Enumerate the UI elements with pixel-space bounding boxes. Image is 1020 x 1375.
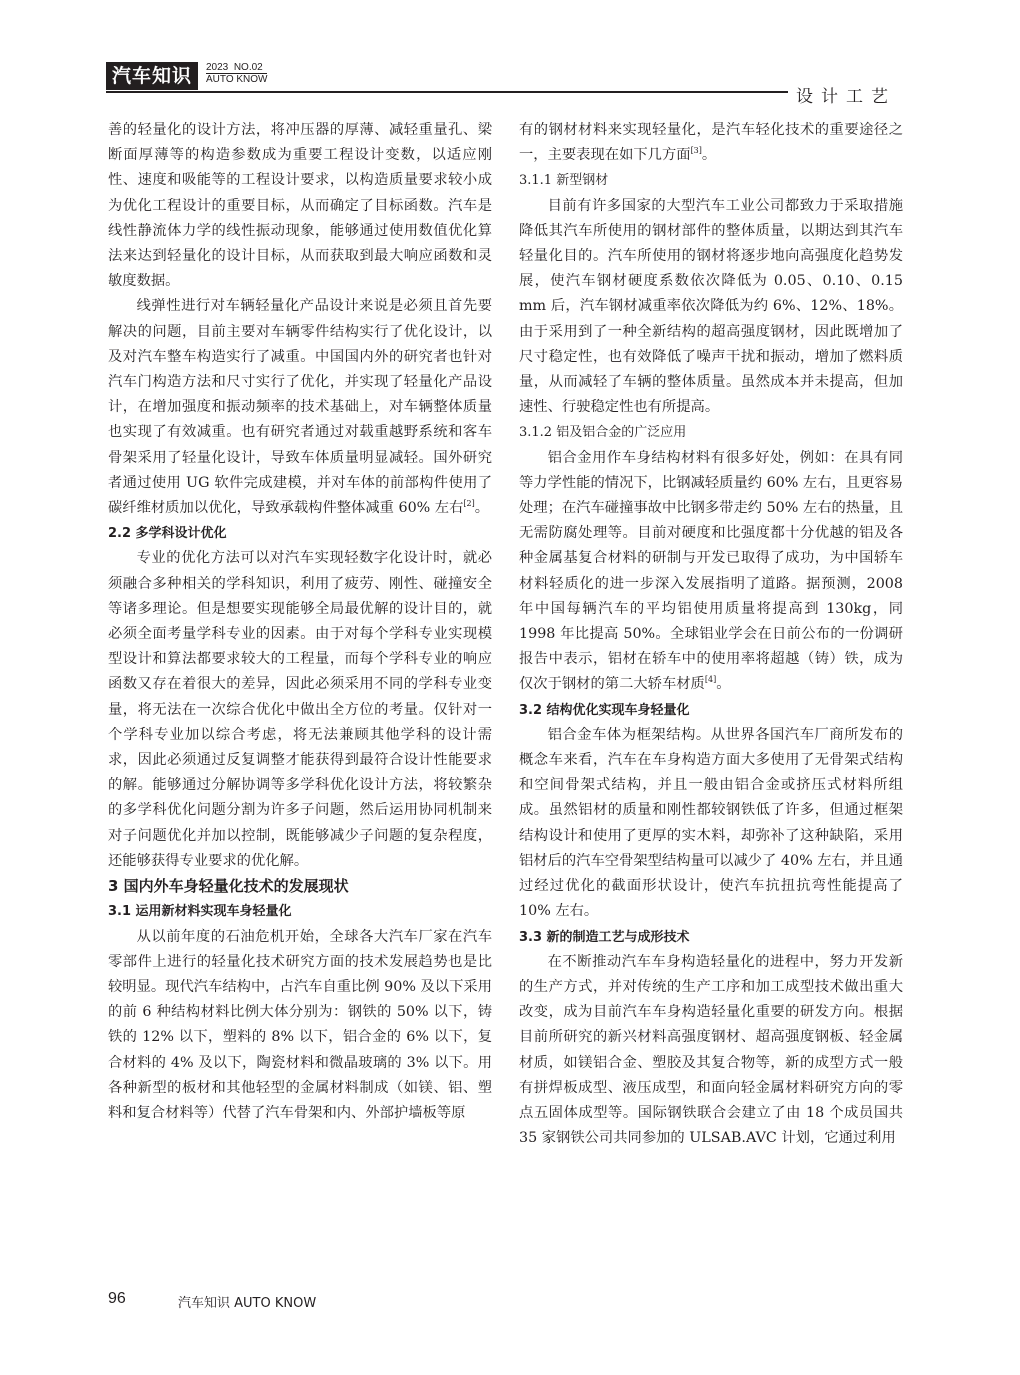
paragraph: 专业的优化方法可以对汽车实现轻数字化设计时，就必须融合多种相关的学科知识，利用了疲劳、刚性、碰撞安全等诸多理论。但是想要实现能够全局最优解的设计目的，就必须全面考量学科专业的因素。由于对每个学科专业实现模型设计和算法都要求较大的工程量，而每个学科专业的响应函数又存在着很大的差异，因此必须采用不同的学科专业变量，将无法在一次综合优化中做出全方位的考量。仅针对一个学科专业加以综合考虑，将无法兼顾其他学科的设计需求，因此必须通过反复调整才能获得到最符合设计性能要求的解。能够通过分解协调等多学科优化设计方法，将较繁杂的多学科优化问题分割为许多子问题，然后运用协同机制来对子问题优化并加以控制，既能够减少子问题的复杂程度，还能够获得专业要求的优化解。 [108,550,492,869]
paragraph-text: 有的钢材材料来实现轻量化，是汽车轻化技术的重要途径之一，主要表现在如下几方面 [519,122,903,164]
paragraph: 目前有许多国家的大型汽车工业公司都致力于采取措施降低其汽车所使用的钢材部件的整体质量，以期达到其汽车轻量化目的。汽车所使用的钢材将逐步地向高强度化趋势发展，使汽车钢材硬度系数依次降低为 0.05、0.10、0.15 mm 后，汽车钢材减重率依次降低为约 6%、12%、18%。由于采用到了一种全新结构的超高强度钢材，因此既增加了尺寸稳定性，也有效降低了噪声干扰和振动，增加了燃料质量，从而减轻了车辆的整体质量。虽然成本并未提高，但加速性、行驶稳定性也有所提高。 [519,197,903,416]
citation: [2] [463,499,475,509]
paragraph-text: 线弹性进行对车辆轻量化产品设计来说是必须且首先要解决的问题，目前主要对车辆零件结构实行了优化设计，以及对汽车整车构造实行了减重。中国国内外的研究者也针对汽车门构造方法和尺寸实行了优化，并实现了轻量化产品设计，在增加强度和振动频率的技术基础上，对车辆整体质量也实现了有效减重。也有研究者通过对载重越野系统和客车骨架采用了轻量化设计，导致车体质量明显减轻。国外研究者通过使用 UG 软件完成建模，并对车体的前部构件使用了碳纤维材质加以优化，导致承载构件整体减重 60% 左右 [108,298,492,517]
section-heading-3-1-2: 3.1.2 铝及铝合金的广泛应用 [519,425,687,441]
paragraph-text: 铝合金用作车身结构材料有很多好处，例如：在具有同等力学性能的情况下，比钢减轻质量约 60% 左右，且更容易处理；在汽车碰撞事故中比钢多带走约 50% 左右的热量，且无需防腐处理等。目前对硬度和比强度都十分优越的铝及各种金属基复合材料的研制与开发已取得了成功，为中国轿车材料轻质化的进一步深入发展指明了道路。据预测，2008 年中国每辆汽车的平均铝使用质量将提高到 130kg，同 1998 年比提高 50%。全球铝业学会在日前公布的一份调研报告中表示，铝材在轿车中的使用率将超越（铸）铁，成为仅次于钢材的第二大轿车材质 [519,449,903,693]
section-heading-3-1-1: 3.1.1 新型钢材 [519,173,609,189]
page-number: 96 [108,1290,126,1307]
paragraph [519,118,903,168]
citation: [3] [690,146,702,156]
right-column [519,118,903,1151]
header-rule [106,91,788,93]
citation: [4] [704,675,717,685]
paragraph: 在不断推动汽车车身构造轻量化的进程中，努力开发新的生产方式，并对传统的生产工序和加工成型技术做出重大改变，成为目前汽车车身构造轻量化重要的研发方向。根据目前所研究的新兴材料高强度钢材、超高强度钢板、轻金属材质，如镁铝合金、塑胶及其复合物等，新的成型方式一般有拼焊板成型、液压成型，和面向轻金属材料研究方向的零点五固体成型等。国际钢铁联合会建立了由 18 个成员国共 35 家钢铁公司共同参加的 ULSAB.AVC 计划，它通过利用 [519,953,903,1147]
section-heading-3-3: 3.3 新的制造工艺与成形技术 [519,929,690,945]
section-heading-2-2: 2.2 多学科设计优化 [108,526,227,542]
section-heading-3-1: 3.1 运用新材料实现车身轻量化 [108,904,292,920]
section-heading-3: 3 国内外车身轻量化技术的发展现状 [108,877,349,896]
paragraph [519,446,903,698]
paragraph-end: 。 [701,147,717,164]
journal-logo: 汽车知识 [106,62,198,90]
section-label: 设计工艺 [796,87,896,107]
paragraph [108,294,492,521]
section-heading-3-2: 3.2 结构优化实现车身轻量化 [519,702,690,718]
issue-year: 2023 [206,62,229,73]
paragraph: 铝合金车体为框架结构。从世界各国汽车厂商所发布的概念车来看，汽车在车身构造方面大多使用了无骨架式结构和空间骨架式结构，并且一般由铝合金或挤压式材料所组成。虽然铝材的质量和刚性都较钢铁低了许多，但通过框架结构设计和使用了更厚的实木料，却弥补了这种缺陷，采用铝材后的汽车空骨架型结构量可以减少了 40% 左右，并且通过经过优化的截面形状设计，使汽车抗扭抗弯性能提高了 10% 左右。 [519,726,903,920]
issue-info [206,62,267,85]
paragraph: 善的轻量化的设计方法，将冲压器的厚薄、减轻重量孔、梁断面厚薄等的构造参数成为重要工程设计变数，以适应刚性、速度和吸能等的工程设计要求，以构造质量要求较小成为优化工程设计的重要目标，从而确定了目标函数。汽车是线性静流体力学的线性振动现象，能够通过使用数值优化算法来达到轻量化的设计目标，从而获取到最大响应函数和灵敏度数据。 [108,122,492,290]
paragraph-end: 。 [474,500,490,517]
issue-number: NO.02 [233,62,263,73]
paragraph-end: 。 [716,676,731,693]
journal-english-name: AUTO KNOW [206,74,268,85]
paragraph: 从以前年度的石油危机开始，全球各大汽车厂家在汽车零部件上进行的轻量化技术研究方面的技术发展趋势也是比较明显。现代汽车结构中，占汽车自重比例 90% 及以下采用的前 6 种结构材料比例大体分别为：钢铁的 50% 以下，铸铁的 12% 以下，塑料的 8% 以下，铝合金的 6% 以下，复合材料的 4% 及以下，陶瓷材料和微晶玻璃的 3% 以下。用各种新型的板材和其他轻型的金属材料制成（如镁、铝、塑料和复合材料等）代替了汽车骨架和内、外部护墙板等原 [108,928,492,1121]
left-column [108,118,492,1126]
issue-row [206,62,267,73]
footer-journal-name: 汽车知识 AUTO KNOW [178,1296,317,1311]
